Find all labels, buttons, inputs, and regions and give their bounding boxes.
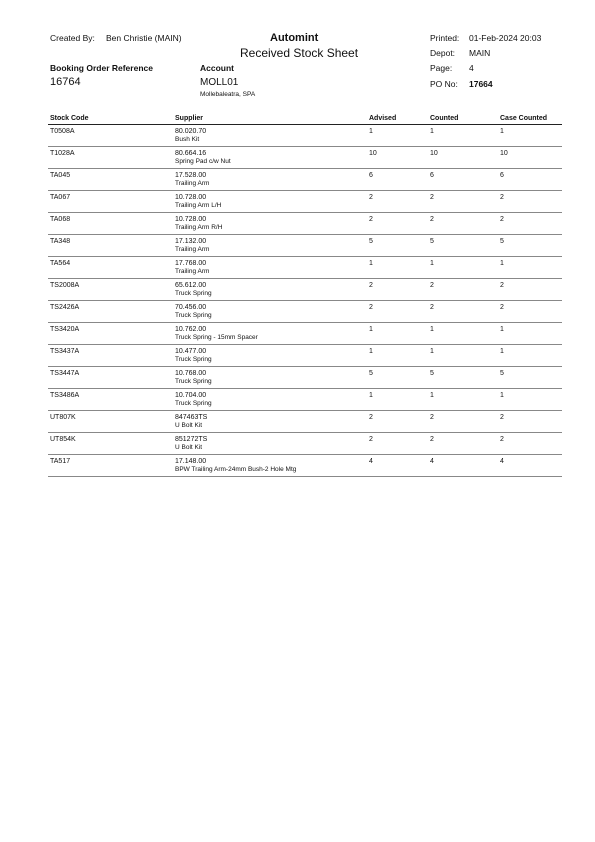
advised-cell: 1 xyxy=(369,348,373,355)
advised-cell: 1 xyxy=(369,392,373,399)
item-description-cell: Bush Kit xyxy=(175,136,200,143)
case-counted-cell: 1 xyxy=(500,260,504,267)
supplier-code-cell: 80.664.16 xyxy=(175,150,207,157)
stock-code-cell: TA564 xyxy=(50,260,71,267)
table-row xyxy=(48,235,562,257)
item-description-cell: U Bolt Kit xyxy=(175,422,203,429)
printed-label: Printed: xyxy=(430,33,460,43)
table-row xyxy=(48,367,562,389)
supplier-code-cell: 851272TS xyxy=(175,436,208,443)
table-row xyxy=(48,411,562,433)
col-supplier: Supplier xyxy=(175,115,204,122)
advised-cell: 10 xyxy=(369,150,377,157)
counted-cell: 6 xyxy=(430,172,434,179)
item-description-cell: Trailing Arm R/H xyxy=(175,224,223,231)
supplier-code-cell: 17.528.00 xyxy=(175,172,207,179)
advised-cell: 4 xyxy=(369,458,373,465)
counted-cell: 1 xyxy=(430,260,434,267)
table-row xyxy=(48,125,562,147)
page-number: 4 xyxy=(469,63,474,73)
stock-code-cell: TS3486A xyxy=(50,392,80,399)
stock-code-cell: TA045 xyxy=(50,172,71,179)
table-row xyxy=(48,345,562,367)
counted-cell: 1 xyxy=(430,128,434,135)
supplier-code-cell: 17.148.00 xyxy=(175,458,207,465)
stock-code-cell: TA067 xyxy=(50,194,71,201)
advised-cell: 1 xyxy=(369,128,373,135)
page-label: Page: xyxy=(430,63,453,73)
case-counted-cell: 1 xyxy=(500,128,504,135)
case-counted-cell: 2 xyxy=(500,194,504,201)
item-description-cell: Spring Pad c/w Nut xyxy=(175,158,231,165)
report-title: Received Stock Sheet xyxy=(240,46,359,60)
item-description-cell: BPW Trailing Arm-24mm Bush-2 Hole Mtg xyxy=(175,466,297,473)
stock-code-cell: TS2426A xyxy=(50,304,80,311)
supplier-code-cell: 17.768.00 xyxy=(175,260,207,267)
depot-label: Depot: xyxy=(430,48,456,58)
counted-cell: 2 xyxy=(430,282,434,289)
table-row xyxy=(48,433,562,455)
table-row xyxy=(48,323,562,345)
advised-cell: 5 xyxy=(369,370,373,377)
advised-cell: 2 xyxy=(369,436,373,443)
item-description-cell: U Bolt Kit xyxy=(175,444,203,451)
stock-code-cell: TS3437A xyxy=(50,348,80,355)
table-row xyxy=(48,301,562,323)
stock-code-cell: T1028A xyxy=(50,150,75,157)
stock-code-cell: TA348 xyxy=(50,238,71,245)
col-case-counted: Case Counted xyxy=(500,115,548,122)
counted-cell: 1 xyxy=(430,348,434,355)
case-counted-cell: 2 xyxy=(500,414,504,421)
case-counted-cell: 5 xyxy=(500,370,504,377)
depot-value: MAIN xyxy=(469,48,491,58)
advised-cell: 2 xyxy=(369,414,373,421)
supplier-code-cell: 10.728.00 xyxy=(175,194,207,201)
item-description-cell: Truck Spring xyxy=(175,356,212,363)
col-counted: Counted xyxy=(430,115,459,122)
printed-value: 01-Feb-2024 20:03 xyxy=(469,33,542,43)
counted-cell: 1 xyxy=(430,326,434,333)
booking-ref-label: Booking Order Reference xyxy=(50,63,153,73)
col-stock-code: Stock Code xyxy=(50,115,89,122)
counted-cell: 2 xyxy=(430,194,434,201)
account-label: Account xyxy=(200,63,234,73)
table-row xyxy=(48,169,562,191)
supplier-code-cell: 10.704.00 xyxy=(175,392,207,399)
item-description-cell: Truck Spring xyxy=(175,290,212,297)
item-description-cell: Trailing Arm xyxy=(175,268,210,275)
stock-code-cell: TS2008A xyxy=(50,282,80,289)
advised-cell: 2 xyxy=(369,216,373,223)
stock-code-cell: UT807K xyxy=(50,414,76,421)
stock-code-cell: TS3447A xyxy=(50,370,80,377)
supplier-code-cell: 65.612.00 xyxy=(175,282,207,289)
case-counted-cell: 1 xyxy=(500,326,504,333)
counted-cell: 2 xyxy=(430,304,434,311)
stock-code-cell: T0508A xyxy=(50,128,75,135)
table-row xyxy=(48,257,562,279)
counted-cell: 2 xyxy=(430,436,434,443)
supplier-code-cell: 10.762.00 xyxy=(175,326,207,333)
col-advised: Advised xyxy=(369,115,397,122)
supplier-code-cell: 847463TS xyxy=(175,414,208,421)
supplier-code-cell: 70.456.00 xyxy=(175,304,207,311)
case-counted-cell: 10 xyxy=(500,150,508,157)
account-name: Mollebaleatra, SPA xyxy=(200,91,256,98)
table-row xyxy=(48,147,562,169)
supplier-code-cell: 80.020.70 xyxy=(175,128,207,135)
case-counted-cell: 4 xyxy=(500,458,504,465)
booking-ref-value: 16764 xyxy=(50,76,81,88)
counted-cell: 2 xyxy=(430,216,434,223)
advised-cell: 2 xyxy=(369,304,373,311)
case-counted-cell: 5 xyxy=(500,238,504,245)
advised-cell: 6 xyxy=(369,172,373,179)
advised-cell: 5 xyxy=(369,238,373,245)
counted-cell: 5 xyxy=(430,370,434,377)
table-row xyxy=(48,279,562,301)
stock-code-cell: TA068 xyxy=(50,216,71,223)
created-by-label: Created By: xyxy=(50,33,95,43)
table-row xyxy=(48,455,562,477)
item-description-cell: Trailing Arm L/H xyxy=(175,202,222,209)
item-description-cell: Truck Spring - 15mm Spacer xyxy=(175,334,258,341)
supplier-code-cell: 17.132.00 xyxy=(175,238,207,245)
advised-cell: 1 xyxy=(369,326,373,333)
case-counted-cell: 2 xyxy=(500,304,504,311)
counted-cell: 5 xyxy=(430,238,434,245)
item-description-cell: Truck Spring xyxy=(175,378,212,385)
stock-code-cell: TA517 xyxy=(50,458,71,465)
supplier-code-cell: 10.477.00 xyxy=(175,348,207,355)
stock-table xyxy=(48,113,562,477)
counted-cell: 2 xyxy=(430,414,434,421)
item-description-cell: Truck Spring xyxy=(175,312,212,319)
table-row xyxy=(48,389,562,411)
company-name: Automint xyxy=(270,32,319,44)
table-row xyxy=(48,213,562,235)
counted-cell: 1 xyxy=(430,392,434,399)
case-counted-cell: 2 xyxy=(500,216,504,223)
supplier-code-cell: 10.768.00 xyxy=(175,370,207,377)
case-counted-cell: 1 xyxy=(500,392,504,399)
counted-cell: 10 xyxy=(430,150,438,157)
advised-cell: 2 xyxy=(369,282,373,289)
item-description-cell: Trailing Arm xyxy=(175,246,210,253)
table-row xyxy=(48,191,562,213)
created-by-value: Ben Christie (MAIN) xyxy=(106,33,182,43)
case-counted-cell: 1 xyxy=(500,348,504,355)
counted-cell: 4 xyxy=(430,458,434,465)
case-counted-cell: 2 xyxy=(500,436,504,443)
advised-cell: 2 xyxy=(369,194,373,201)
item-description-cell: Truck Spring xyxy=(175,400,212,407)
po-label: PO No: xyxy=(430,79,458,89)
po-number: 17664 xyxy=(469,79,493,89)
item-description-cell: Trailing Arm xyxy=(175,180,210,187)
case-counted-cell: 6 xyxy=(500,172,504,179)
stock-code-cell: TS3420A xyxy=(50,326,80,333)
table-header xyxy=(48,113,562,125)
case-counted-cell: 2 xyxy=(500,282,504,289)
supplier-code-cell: 10.728.00 xyxy=(175,216,207,223)
advised-cell: 1 xyxy=(369,260,373,267)
account-code: MOLL01 xyxy=(200,77,239,88)
stock-code-cell: UT854K xyxy=(50,436,76,443)
